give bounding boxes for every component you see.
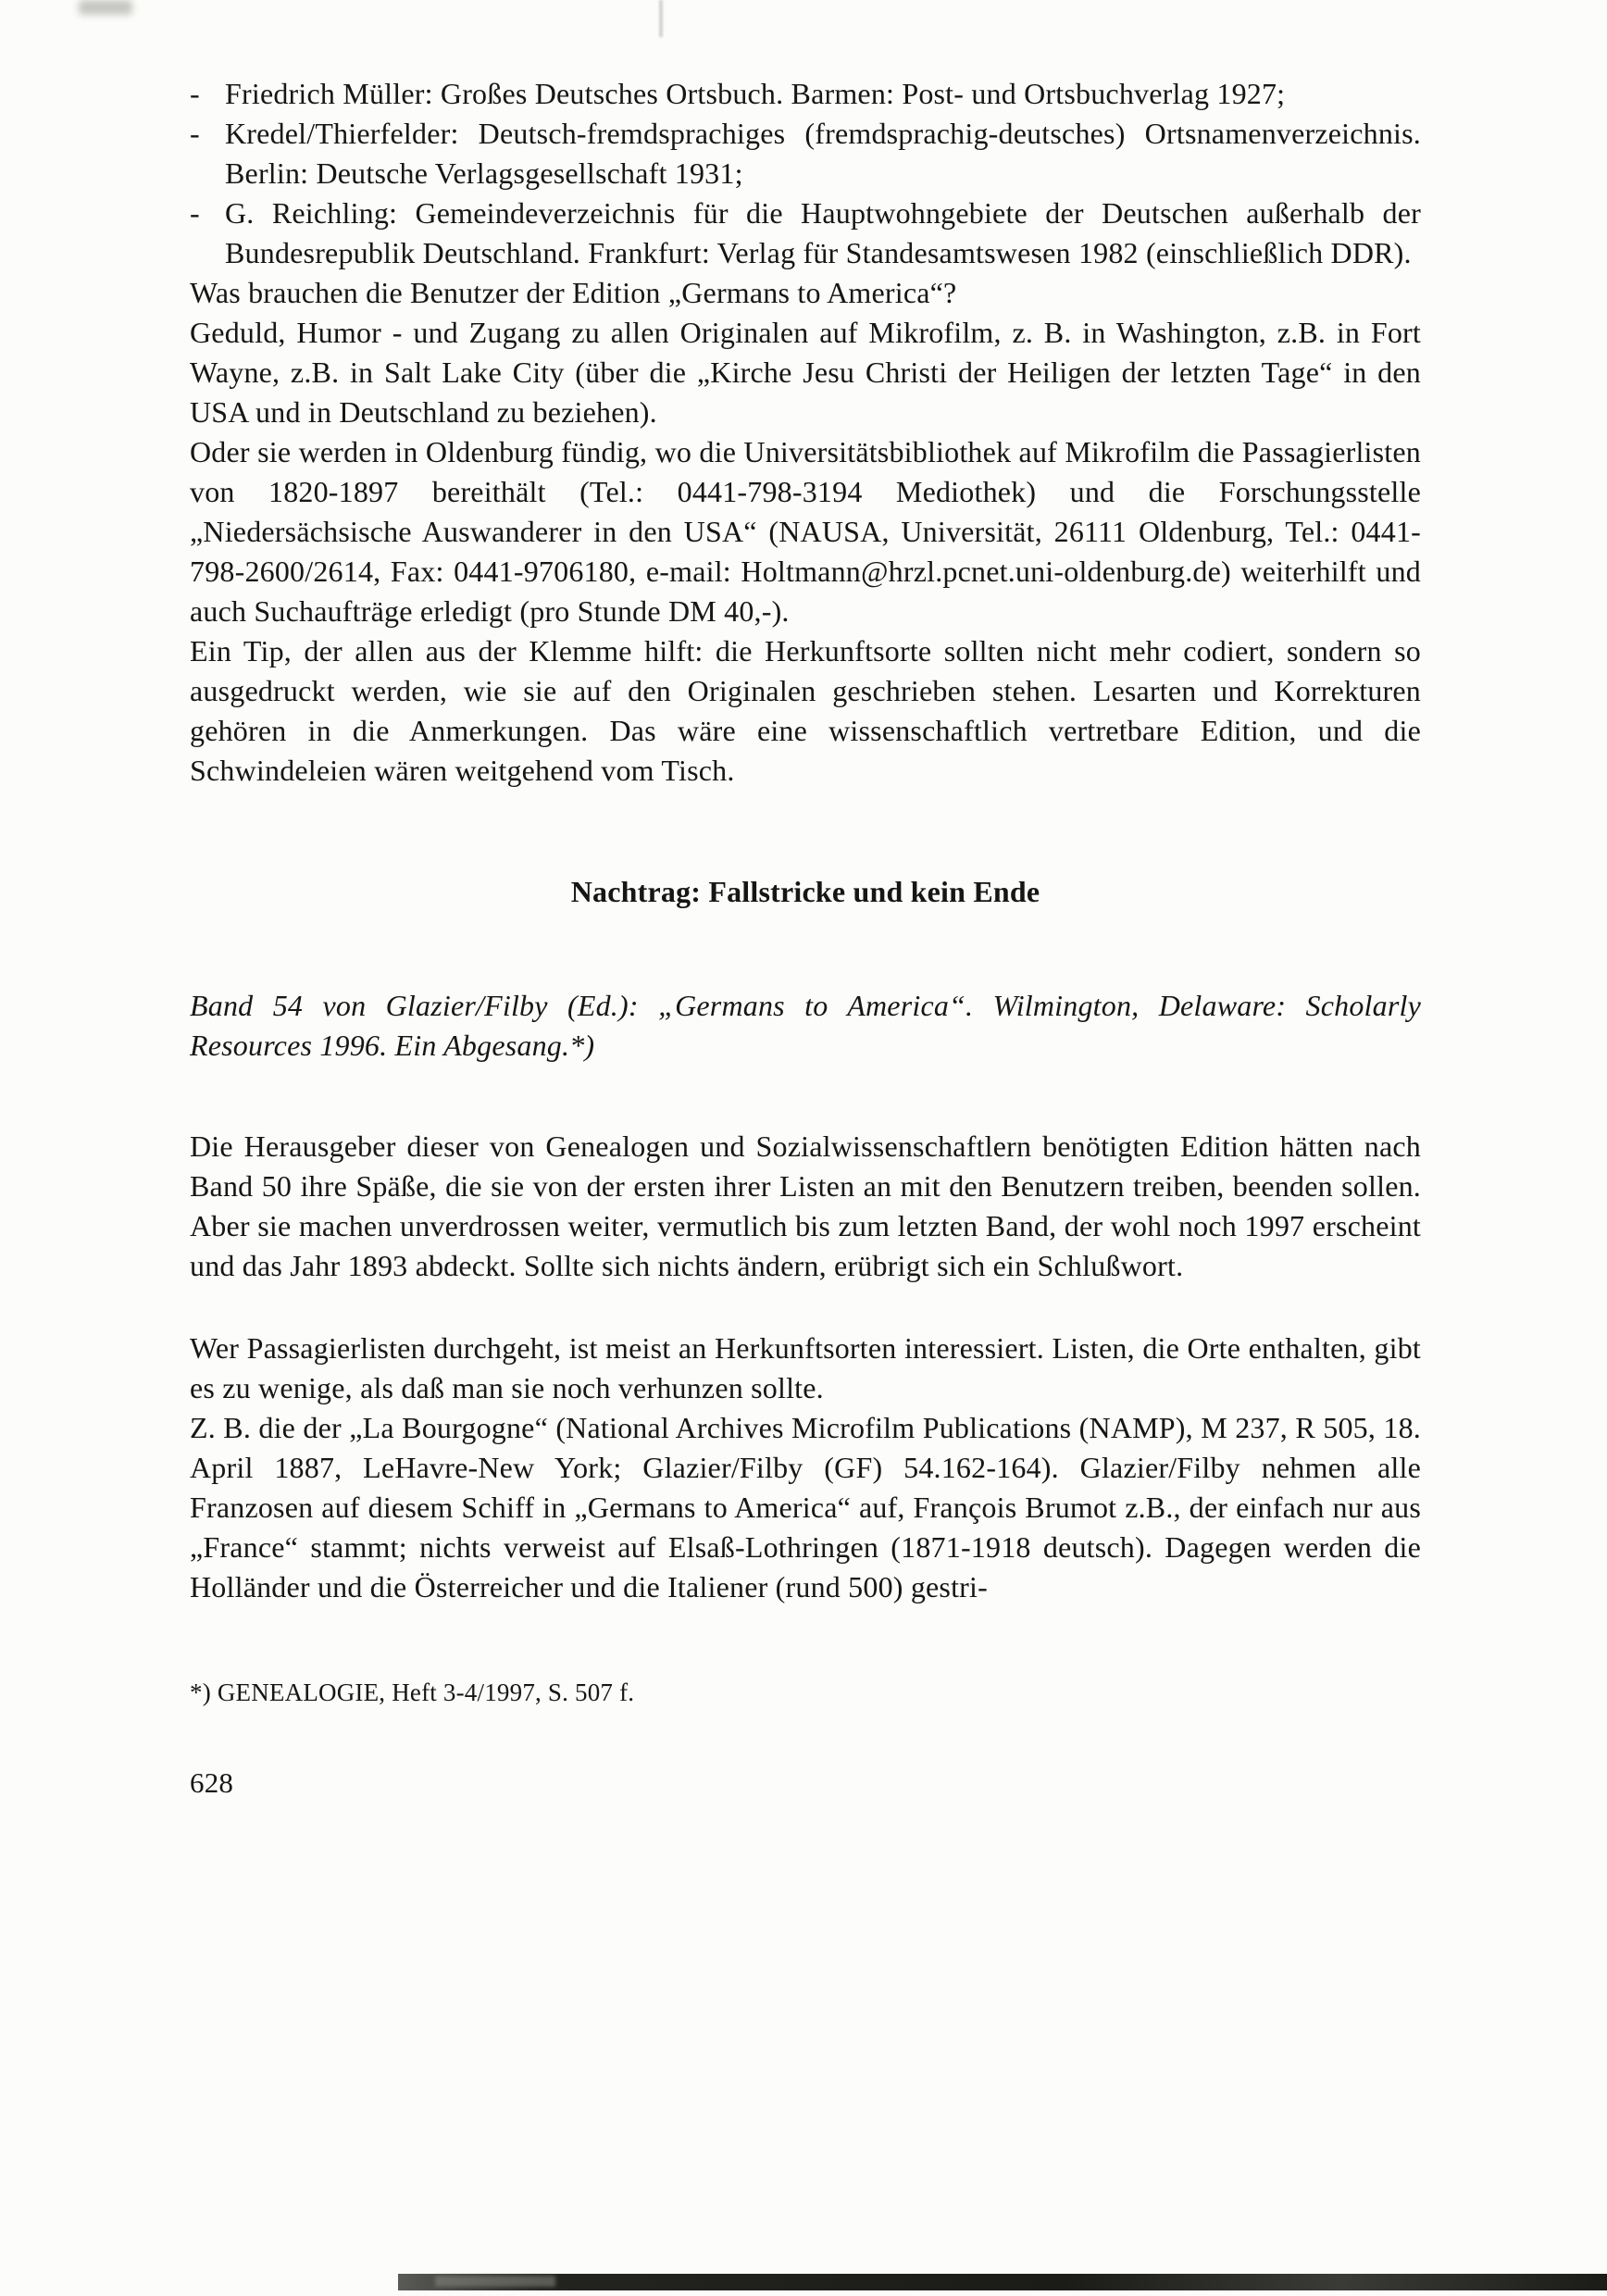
bibliography-text: Kredel/Thierfelder: Deutsch-fremdsprachiges (fremdsprachig-deutsches) Ortsnamenverzeichnis. Berlin: Deutsche Verlagsgesellschaft 1931; [225,117,1421,190]
bibliography-list [190,74,1421,273]
bibliography-item [190,74,1421,114]
bibliography-item [190,193,1421,273]
paragraph: Die Herausgeber dieser von Genealogen und Sozialwissenschaftlern benötigten Edition hätten nach Band 50 ihre Späße, die sie von der ersten ihrer Listen an mit den Benutzern treiben, beenden sollen. Aber sie machen unverdrossen weiter, vermutlich bis zum letzten Band, der wohl noch 1997 erscheint und das Jahr 1893 abdeckt. Sollte sich nichts ändern, erübrigt sich ein Schlußwort. [190,1129,1421,1282]
paragraph: Geduld, Humor - und Zugang zu allen Originalen auf Mikrofilm, z. B. in Washington, z.B. in Fort Wayne, z.B. in Salt Lake City (über die „Kirche Jesu Christi der Heiligen der letzten Tage“ in den USA und in Deutschland zu beziehen). [190,316,1421,429]
page-content [190,74,1421,1803]
paragraph: Ein Tip, der allen aus der Klemme hilft: die Herkunftsorte sollten nicht mehr codiert, sondern so ausgedruckt werden, wie sie auf den Originalen geschrieben stehen. Lesarten und Korrekturen gehören in die Anmerkungen. Das wäre eine wissenschaftlich vertretbare Edition, und die Schwindeleien wären weitgehend vom Tisch. [190,634,1421,787]
scan-artifact-top-smudge [79,0,132,15]
list-dash: - [190,196,200,230]
scan-artifact-bottom-smudge [435,2276,555,2287]
paragraph-question: Was brauchen die Benutzer der Edition „Germans to America“? [190,276,957,309]
list-dash: - [190,77,200,110]
list-dash: - [190,117,200,150]
paragraph: Oder sie werden in Oldenburg fündig, wo die Universitätsbibliothek auf Mikrofilm die Passagierlisten von 1820-1897 bereithält (Tel.: 0441-798-3194 Mediothek) und die Forschungsstelle „Niedersächsische Auswanderer in den USA“ (NAUSA, Universität, 26111 Oldenburg, Tel.: 0441-798-2600/2614, Fax: 0441-9706180, e-mail: Holtmann@hrzl.pcnet.uni-oldenburg.de) weiterhilft und auch Suchaufträge erledigt (pro Stunde DM 40,-). [190,435,1421,628]
footnote: *) GENEALOGIE, Heft 3-4/1997, S. 507 f. [190,1678,635,1706]
section-heading: Nachtrag: Fallstricke und kein Ende [570,875,1040,908]
bibliography-text: G. Reichling: Gemeindeverzeichnis für die Hauptwohngebiete der Deutschen außerhalb der Bundesrepublik Deutschland. Frankfurt: Verlag für Standesamtswesen 1982 (einschließlich DDR). [225,196,1421,269]
paragraph: Z. B. die der „La Bourgogne“ (National Archives Microfilm Publications (NAMP), M 237, R 505, 18. April 1887, LeHavre-New York; Glazier/Filby (GF) 54.162-164). Glazier/Filby nehmen alle Franzosen auf diesem Schiff in „Germans to America“ auf, François Brumot z.B., der einfach nur aus „France“ stammt; nichts verweist auf Elsaß-Lothringen (1871-1918 deutsch). Dagegen werden die Holländer und die Österreicher und die Italiener (rund 500) gestri- [190,1411,1421,1603]
section-reference: Band 54 von Glazier/Filby (Ed.): „Germans to America“. Wilmington, Delaware: Scholarly Resources 1996. Ein Abgesang.*) [190,989,1421,1062]
page-number: 628 [190,1766,234,1799]
scan-artifact-top-line [659,0,663,37]
bibliography-text: Friedrich Müller: Großes Deutsches Ortsbuch. Barmen: Post- und Ortsbuchverlag 1927; [225,77,1286,110]
paragraph: Wer Passagierlisten durchgeht, ist meist an Herkunftsorten interessiert. Listen, die Orte enthalten, gibt es zu wenige, als daß man sie noch verhunzen sollte. [190,1331,1421,1404]
bibliography-item [190,114,1421,193]
scan-artifact-bottom-edge [398,2274,1607,2290]
